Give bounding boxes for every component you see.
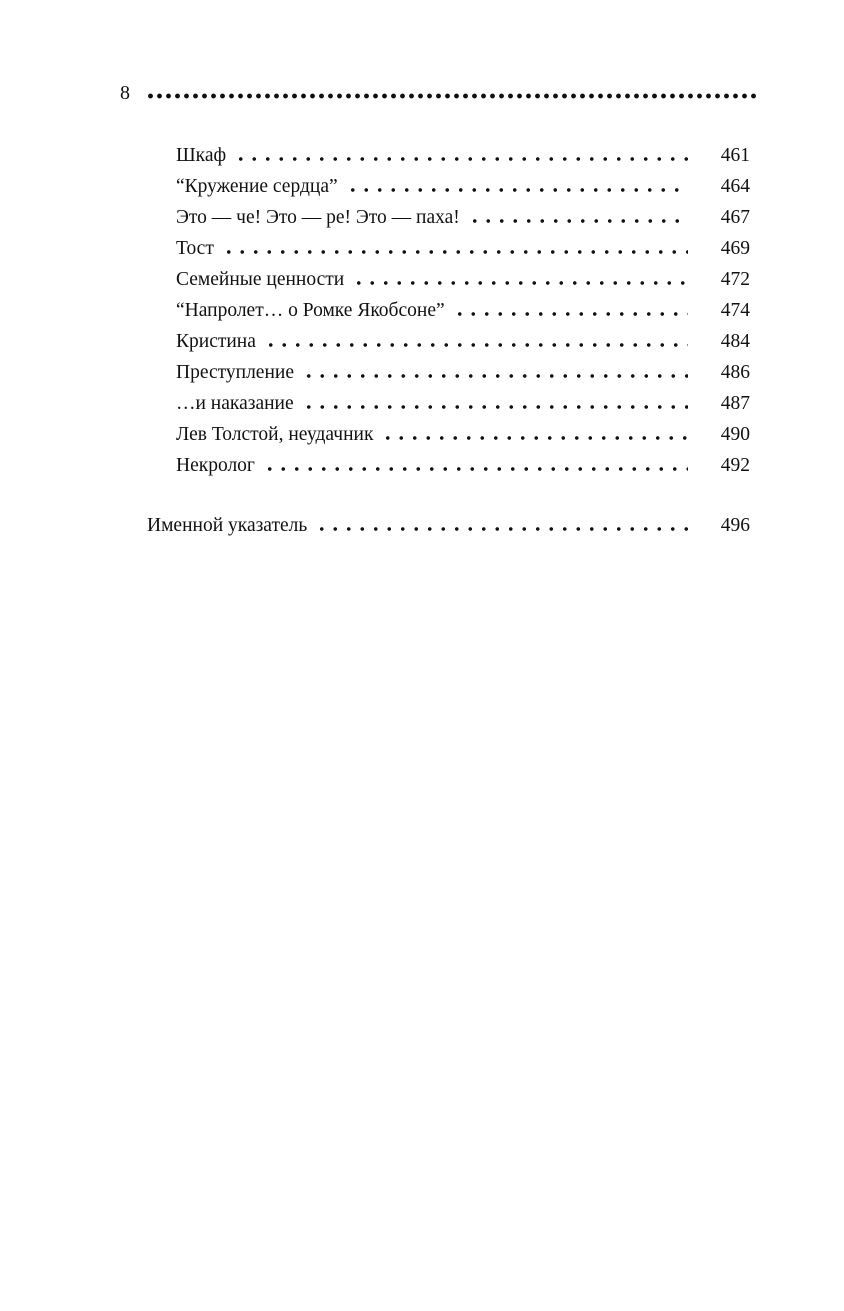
toc-entry-title: “Напролет… о Ромке Якобсоне” bbox=[176, 300, 445, 321]
toc-entry-title: Кристина bbox=[176, 331, 256, 352]
dot-leader bbox=[302, 404, 688, 410]
toc-entry-page: 490 bbox=[720, 424, 750, 445]
toc-entry-title: Шкаф bbox=[176, 145, 227, 166]
toc-entry[interactable] bbox=[176, 450, 750, 481]
toc-entry[interactable] bbox=[176, 326, 750, 357]
toc-entry[interactable] bbox=[176, 388, 750, 419]
toc-entry-page: 484 bbox=[720, 331, 750, 352]
toc-entry-page: 467 bbox=[720, 207, 750, 228]
header-dotted-rule bbox=[146, 93, 758, 99]
dot-leader bbox=[381, 435, 688, 441]
toc-entry[interactable] bbox=[176, 171, 750, 202]
toc-entry-title: Лев Толстой, неудачник bbox=[176, 424, 374, 445]
toc-entry-page: 464 bbox=[720, 176, 750, 197]
toc-entry[interactable] bbox=[176, 202, 750, 233]
dot-leader bbox=[352, 280, 688, 286]
toc-entry[interactable] bbox=[176, 140, 750, 171]
toc-entry-title: Тост bbox=[176, 238, 214, 259]
toc-entry-page: 492 bbox=[720, 455, 750, 476]
toc-entry-title: Семейные ценности bbox=[176, 269, 345, 290]
toc-entry-title: Преступление bbox=[176, 362, 294, 383]
toc-entry-title: Именной указатель bbox=[147, 515, 308, 536]
toc-entry-page: 461 bbox=[720, 145, 750, 166]
toc-entry-page: 486 bbox=[720, 362, 750, 383]
dot-leader bbox=[264, 342, 688, 348]
toc-entry-page: 487 bbox=[720, 393, 750, 414]
dot-leader bbox=[302, 373, 688, 379]
dot-leader bbox=[222, 249, 688, 255]
table-of-contents bbox=[176, 140, 750, 481]
toc-entry-title: Некролог bbox=[176, 455, 255, 476]
dot-leader bbox=[468, 218, 688, 224]
dot-leader bbox=[234, 156, 688, 162]
toc-entry-name-index[interactable] bbox=[147, 510, 750, 541]
toc-entry-title: “Кружение сердца” bbox=[176, 176, 338, 197]
toc-entry-title: …и наказание bbox=[176, 393, 294, 414]
dot-leader bbox=[453, 311, 688, 317]
dot-leader bbox=[315, 526, 688, 532]
toc-entry-page: 474 bbox=[720, 300, 750, 321]
toc-entry-title: Это — че! Это — ре! Это — паха! bbox=[176, 207, 460, 228]
toc-entry-page: 469 bbox=[720, 238, 750, 259]
toc-entry[interactable] bbox=[176, 264, 750, 295]
dot-leader bbox=[263, 466, 688, 472]
toc-entry[interactable] bbox=[176, 357, 750, 388]
toc-entry-page: 496 bbox=[720, 515, 750, 536]
toc-entry[interactable] bbox=[176, 295, 750, 326]
page-number: 8 bbox=[120, 82, 130, 104]
toc-entry-page: 472 bbox=[720, 269, 750, 290]
toc-entry[interactable] bbox=[176, 233, 750, 264]
toc-entry[interactable] bbox=[176, 419, 750, 450]
dot-leader bbox=[346, 187, 688, 193]
